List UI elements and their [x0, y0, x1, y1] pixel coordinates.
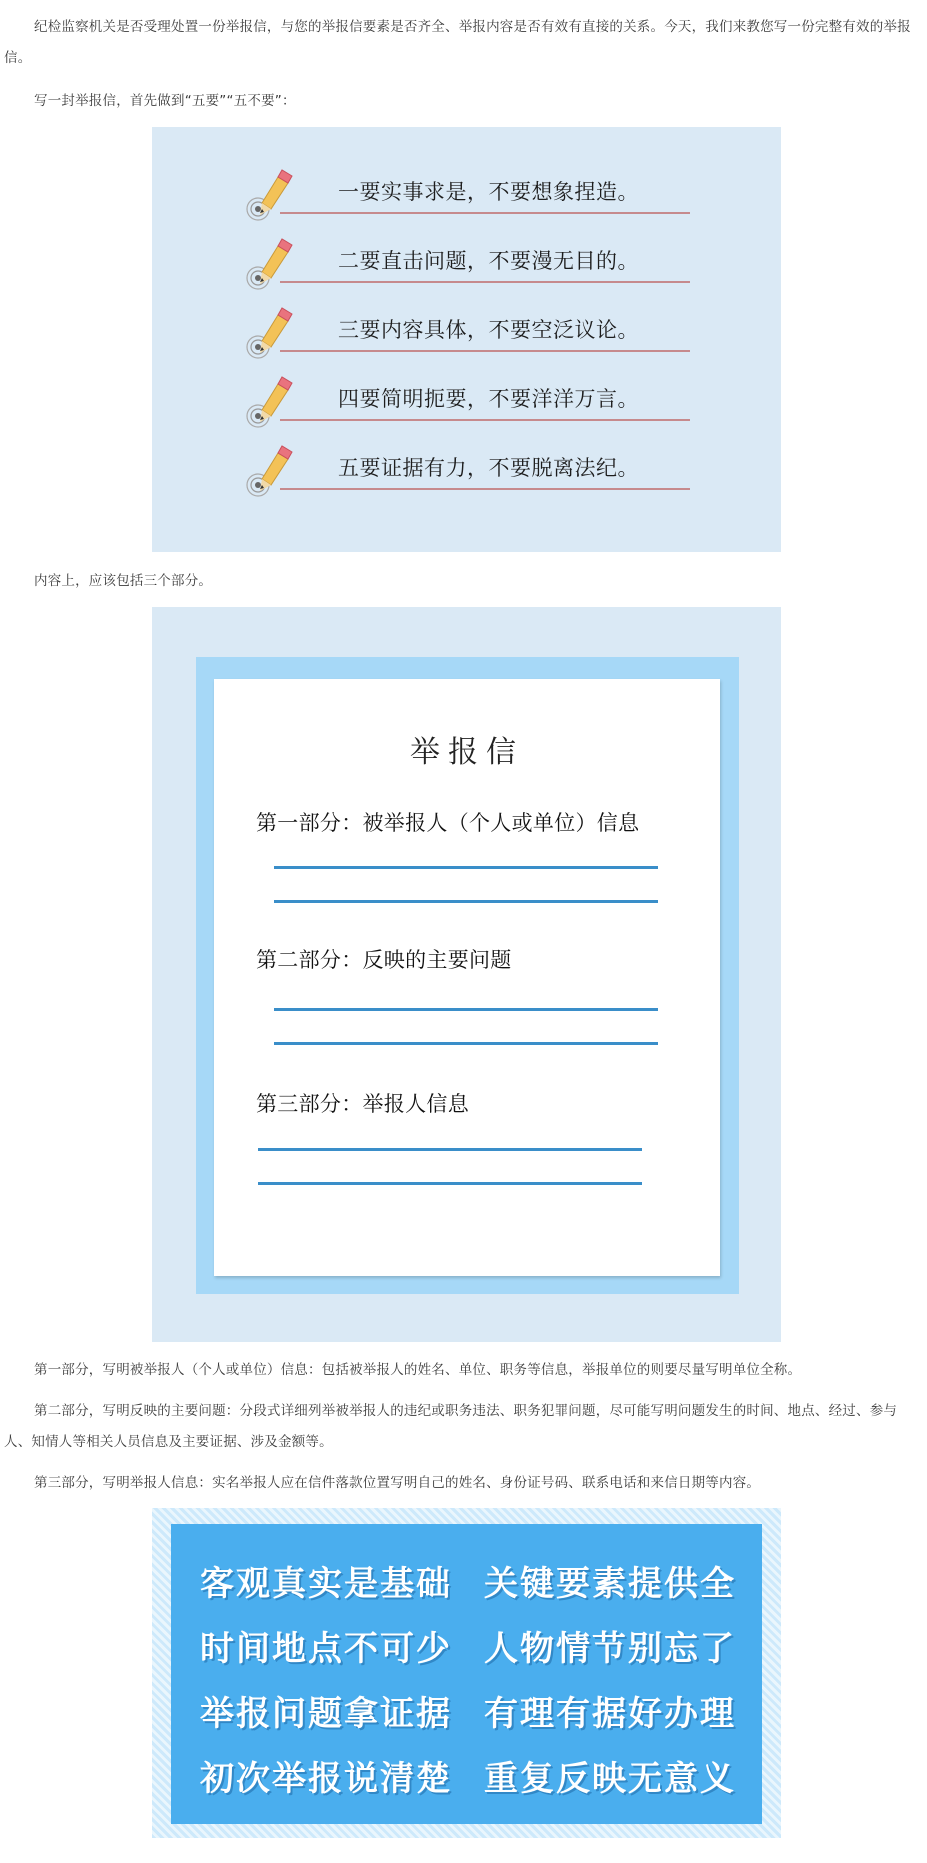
letter-part-1: 第一部分：被举报人（个人或单位）信息 — [256, 811, 640, 835]
write-line — [274, 1008, 658, 1011]
slogan: 举报问题拿证据 — [200, 1694, 452, 1734]
rule-divider — [280, 488, 690, 490]
pencil-icons — [0, 0, 927, 600]
slogan: 初次举报说清楚 — [200, 1759, 452, 1799]
write-line — [274, 866, 658, 869]
rule-item: 四要简明扼要，不要洋洋万言。 — [338, 387, 639, 411]
rule-divider — [280, 350, 690, 352]
slogan: 重复反映无意义 — [484, 1759, 736, 1799]
five-rules-intro: 写一封举报信，首先做到“五要”“五不要”： — [34, 93, 296, 109]
part-2-explanation: 第二部分，写明反映的主要问题：分段式详细列举被举报人的违纪或职务违法、职务犯罪问题，尽可能写明问题发生的时间、地点、经过、参与人、知情人等相关人员信息及主要证据、涉及金额等。 — [4, 1403, 898, 1450]
write-line — [274, 1042, 658, 1045]
rule-item: 一要实事求是，不要想象捏造。 — [338, 180, 639, 204]
rule-item: 二要直击问题，不要漫无目的。 — [338, 249, 639, 273]
part-3-explanation: 第三部分，写明举报人信息：实名举报人应在信件落款位置写明自己的姓名、身份证号码、联系电话和来信日期等内容。 — [34, 1475, 761, 1491]
slogan: 客观真实是基础 — [200, 1564, 452, 1604]
rule-item: 三要内容具体，不要空泛议论。 — [338, 318, 639, 342]
write-line — [258, 1182, 642, 1185]
part-1-explanation: 第一部分，写明被举报人（个人或单位）信息：包括被举报人的姓名、单位、职务等信息，举报单位的则要尽量写明单位全称。 — [34, 1362, 802, 1378]
content-intro: 内容上，应该包括三个部分。 — [34, 573, 213, 589]
rule-divider — [280, 419, 690, 421]
rule-divider — [280, 212, 690, 214]
rule-divider — [280, 281, 690, 283]
slogan: 人物情节别忘了 — [484, 1629, 736, 1669]
rule-item: 五要证据有力，不要脱离法纪。 — [338, 456, 639, 480]
write-line — [258, 1148, 642, 1151]
slogan: 关键要素提供全 — [484, 1564, 736, 1604]
intro-paragraph: 纪检监察机关是否受理处置一份举报信，与您的举报信要素是否齐全、举报内容是否有效有直接的关系。今天，我们来教您写一份完整有效的举报信。 — [4, 19, 911, 66]
letter-part-2: 第二部分：反映的主要问题 — [256, 948, 512, 972]
letter-title: 举报信 — [410, 735, 524, 770]
slogan: 有理有据好办理 — [484, 1694, 736, 1734]
letter-part-3: 第三部分：举报人信息 — [256, 1092, 469, 1116]
write-line — [274, 900, 658, 903]
slogan: 时间地点不可少 — [200, 1629, 452, 1669]
